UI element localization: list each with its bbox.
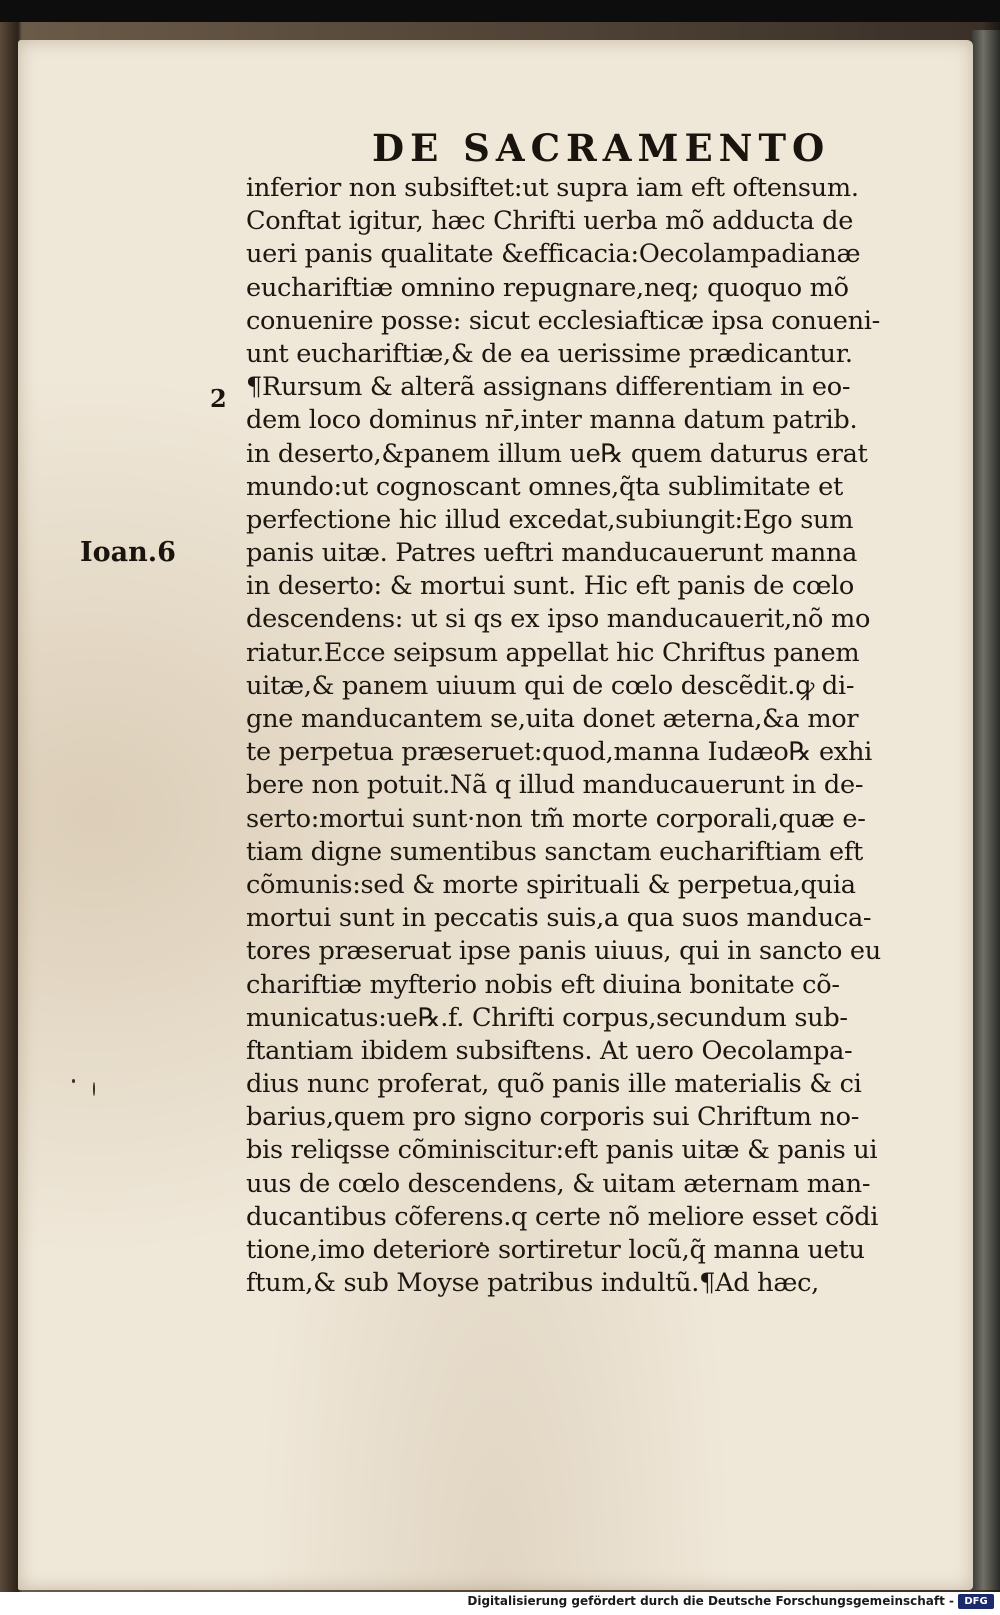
text-line: gne manducantem se,uita donet æterna,&a mor [246,704,859,734]
text-line: inferior non subsiftet:ut supra iam eft oftensum. [246,173,859,203]
text-line: ueri panis qualitate &efficacia:Oecolampadianæ [246,239,861,270]
text-line: chariftiæ myfterio nobis eft diuina bonitate cõ- [246,969,840,1000]
text-line: ¶Rursum & alterã assignans differentiam in eo- [246,372,851,403]
ink-speck [72,1079,75,1083]
footer-credit: Digitalisierung gefördert durch die Deutsche Forschungsgemeinschaft - [467,1594,954,1608]
text-line: tione,imo deteriore sortiretur locũ,q̃ manna uetu [246,1235,865,1265]
text-line: in deserto: & mortui sunt. Hic eft panis de cœlo [246,571,854,602]
text-line: te perpetua præseruet:quod,manna Iudæo℞ exhi [246,737,873,768]
text-line: ftum,& sub Moyse patribus indultũ.¶Ad hæc, [246,1268,819,1299]
text-line: panis uitæ. Patres ueftri manducauerunt manna [246,538,858,569]
text-line: riatur.Ecce seipsum appellat hic Chriftus panem [246,637,860,668]
text-line: Conftat igitur, hæc Chrifti uerba mõ adducta de [246,206,854,237]
top-scan-band [0,0,1000,22]
text-line: bere non potuit.Nã q illud manducauerunt in de- [246,770,864,801]
ink-speck [93,1082,95,1096]
text-line: serto:mortui sunt·non tm̃ morte corporali,quæ e- [246,803,866,834]
text-line: ducantibus cõferens.q certe nõ meliore esset cõdi [246,1201,879,1232]
text-line: conuenire posse: sicut ecclesiafticæ ipsa conueni- [246,305,881,336]
text-line: euchariftiæ omnino repugnare,neq; quoquo mõ [246,272,849,303]
text-line: unt euchariftiæ,& de ea uerissime prædicantur. [246,338,853,369]
text-line: municatus:ue℞.f. Chrifti corpus,secundum sub- [246,1002,848,1033]
text-line: mundo:ut cognoscant omnes,q̃ta sublimitate et [246,471,844,502]
text-line: ftantiam ibidem subsiftens. At uero Oecolampa- [246,1035,853,1066]
text-line: dem loco dominus nr̄,inter manna datum patrib. [246,405,858,436]
text-line: tores præseruat ipse panis uiuus, qui in sancto eu [246,936,881,967]
text-line: perfectione hic illud excedat,subiungit:Ego sum [246,504,854,535]
text-line: cõmunis:sed & morte spirituali & perpetua,quia [246,869,856,900]
text-line: bis reliqsse cõminiscitur:eft panis uitæ & panis ui [246,1135,878,1166]
marginal-mark: 2 [210,384,227,413]
text-line: uus de cœlo descendens, & uitam æternam man- [246,1168,871,1199]
text-line: barius,quem pro signo corporis sui Chriftum no- [246,1102,860,1133]
book-edge [972,30,1000,1590]
marginal-note: Ioan.6 [80,537,176,568]
body-text [246,172,946,1300]
dfg-logo[interactable]: DFG [958,1594,994,1609]
text-line: in deserto,&panem illum ue℞ quem daturus erat [246,438,868,469]
running-head: DE SACRAMENTO [372,126,831,170]
text-line: descendens: ut si qs ex ipso manducauerit,nõ mo [246,604,871,635]
text-line: uitæ,& panem uiuum qui de cœlo descẽdit.ꝙ di- [246,670,855,701]
text-line: mortui sunt in peccatis suis,a qua suos manduca- [246,903,872,934]
text-line: dius nunc proferat, quõ panis ille materialis & ci [246,1069,862,1100]
text-line: tiam digne sumentibus sanctam euchariftiam eft [246,836,863,867]
